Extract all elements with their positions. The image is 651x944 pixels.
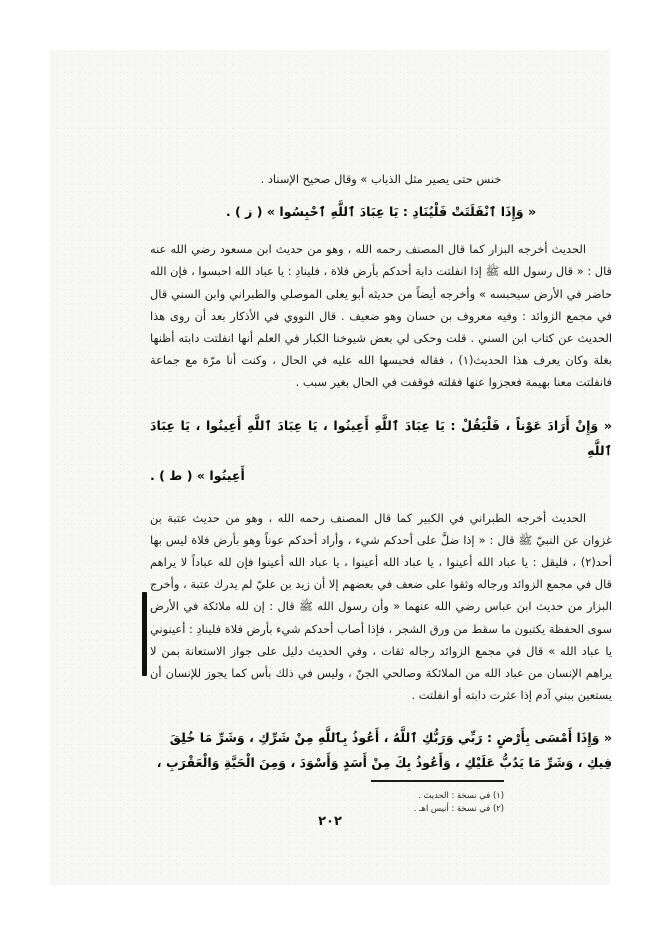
footnote-separator-rule (371, 780, 504, 782)
footnote-item: (٢) في نسخة : أنيس اهـ . (413, 803, 504, 814)
page-number-value: ٢٠٢ (318, 814, 342, 829)
spacer (150, 224, 612, 238)
hadith-quotation-2-line-2: أَعِينُوا » ( ط ) . (150, 467, 245, 483)
hadith-quotation-3-line-2: فِيكِ ، وَشَرِّ مَا يَدُبُّ عَلَيْكِ ، وَأَعُوذُ بِكَ مِنْ أَسَدٍ وَأَسْوَدَ ، وَمِنَ الْحَيَّةِ وَالْعَقْرَبِ ، (156, 755, 612, 771)
hadith-quotation-2-line-1: « وَإِنْ أَرَادَ عَوْناً ، فَلْيَقُلْ : يَا عِبَادَ ٱللَّهِ أَعِينُوا ، يَا عِبَادَ ٱللَّهِ أَعِينُوا ، يَا عِبَادَ ٱللَّهِ (150, 417, 612, 458)
scanned-page-sheet (50, 50, 610, 885)
commentary-paragraph-1: الحديث أخرجه البزار كما قال المصنف رحمه الله ، وهو من حديث ابن مسعود رضي الله عنه قال : « قال رسول الله ﷺ إذا انفلتت دابة أحدكم بأرض فلاة ، فلينادِ : يا عباد الله احبسوا ، فإن الله حاضر في الأرض سيحبسه » وأخرجه أيضاً من حديثه أبو يعلى الموصلي والطبراني وابن السني قال في مجمع الزوائد : وفيه معروف بن حسان وهو ضعيف . قال النووي في الأذكار بعد أن روى هذا الحديث عن كتاب ابن السني . قلت وحكى لي بعض شيوخنا الكبار في العلم أنها انفلتت دابته أظنها بغلة وكان يعرف هذا الحديث(١) ، فقاله فحبسها الله عليه في الحال ، وكنت أنا مرّة مع جماعة فانفلتت معنا بهيمة فعجزوا عنها فقلته فوقفت في الحال بغير سبب . (150, 242, 612, 390)
spacer (150, 488, 612, 507)
page-number (50, 814, 610, 829)
text-column (150, 168, 612, 775)
margin-marker-bar (142, 592, 147, 676)
hadith-quotation-1: « وَإِذَا ٱنْفَلَتَتْ فَلْيُنَادِ : يَا عِبَادَ ٱللَّهِ ٱحْبِسُوا » ( ز ) . (225, 204, 537, 220)
footnote-item: (١) في نسخة : الحديث . (418, 789, 504, 800)
spacer (150, 394, 612, 413)
hadith-quotation-3-line-1: « وَإِذَا أَمْسَى بِأَرْضٍ : رَبِّي وَرَبُّكِ ٱللَّهُ ، أَعُوذُ بِٱللَّهِ مِنْ شَرِّكِ ، وَشَرِّ مَا خُلِقَ (169, 730, 612, 746)
spacer (150, 706, 612, 725)
continuation-line: خنس حتى يصير مثل الذباب » وقال صحيح الإسناد . (260, 172, 502, 186)
footnote-block (160, 780, 510, 816)
spacer (150, 190, 612, 199)
commentary-paragraph-2: الحديث أخرجه الطبراني في الكبير كما قال المصنف رحمه الله ، وهو من حديث عتبة بن غزوان عن النبيّ ﷺ قال : « إذا ضلَّ على أحدكم شيء ، وأراد أحدكم عوناً وهو بأرض فلاة ليس بها أحد(٢) ، فليقل : يا عباد الله أعينوا ، يا عباد الله أعينوا ، يا عباد الله أعينوا فإن لله عباداً لا يراهم قال في مجمع الزوائد ورجاله وثقوا على ضعف في بعضهم إلا أن زيد بن عليّ لم يدرك عتبة ، وأخرج البزار من حديث ابن عباس رضي الله عنهما « وأن رسول الله ﷺ قال : إن لله ملائكة في الأرض سوى الحفظة يكتبون ما سقط من ورق الشجر ، فإذا أصاب أحدكم شيء بأرض فلاة فلينادِ : أعينوني يا عباد الله » قال في مجمع الزوائد رجاله ثقات ، وفي الحديث دليل على جواز الاستعانة بمن لا يراهم الإنسان من عباد الله من الملائكة وصالحي الجنّ ، وليس في ذلك بأس كما يجوز للإنسان أن يستعين ببني آدم إذا عثرت دابته أو انفلتت . (150, 510, 612, 703)
